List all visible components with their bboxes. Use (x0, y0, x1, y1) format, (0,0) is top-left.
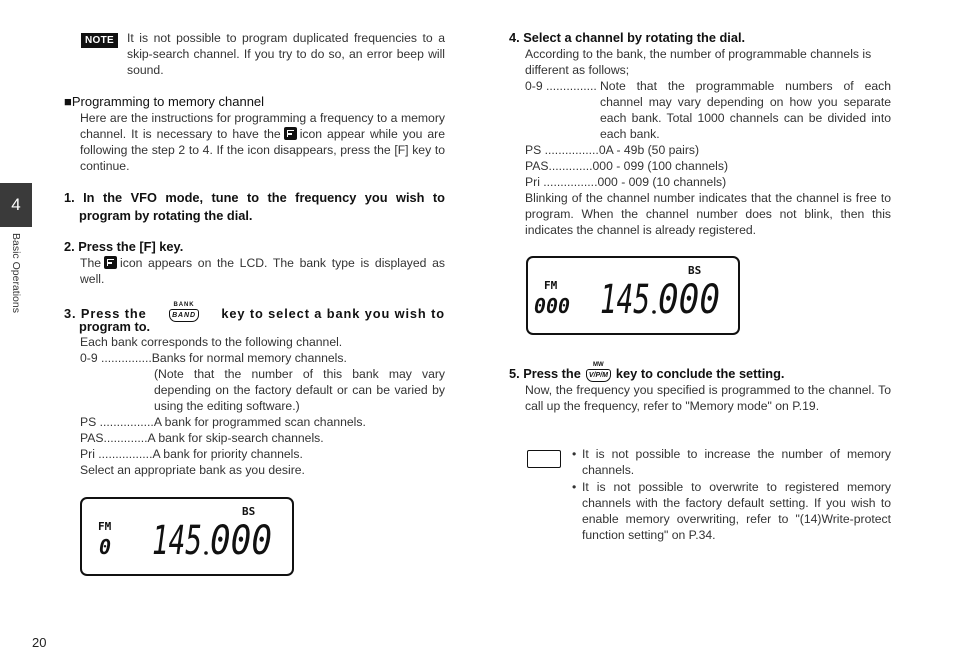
page-number: 20 (32, 635, 47, 650)
lcd-decimal-point (652, 310, 656, 314)
step-2-text (80, 255, 445, 287)
step-2-text-b: icon appears on the LCD. The bank type is displayed as well. (80, 256, 445, 286)
bank-note: (Note that the number of this bank may vary depending on the factory default or can be varied by using the editing software.) (154, 367, 445, 413)
step-2-text-a: The (80, 256, 102, 270)
bank-row (80, 430, 324, 446)
bullet-marker: • (572, 480, 577, 494)
bank-row (80, 446, 303, 462)
step-4: 4. Select a channel by rotating the dial. (509, 30, 746, 45)
blink-text: Blinking of the channel number indicates that the channel is free to program. When the channel number does not blink, then this indicates the channel is already registered. (525, 191, 891, 237)
chapter-label: Basic Operations (10, 233, 22, 313)
bank-row-key: 0-9 ............... (80, 351, 152, 365)
bullet-item: It is not possible to overwrite to registered memory channels with the factory default setting. If you wish to enable memory overwriting, refer to "(14)Write-protect function setting" on P.34. (582, 480, 891, 542)
lcd-freq-dec: 000 (658, 277, 720, 323)
channel-row-value: 0A - 49b (50 pairs) (598, 143, 700, 157)
band-key-label: BAND (169, 309, 199, 322)
channel-row (525, 158, 728, 174)
step-1: 1. In the VFO mode, tune to the frequency you wish to program by rotating the dial. (64, 190, 445, 223)
bank-key-cap: BANK (173, 302, 195, 308)
lcd-decimal-point (204, 551, 208, 555)
section-intro (80, 110, 445, 174)
bank-row-value: A bank for skip-search channels. (147, 431, 324, 445)
step-3-c: program to. (79, 319, 151, 334)
lcd-bank: BS (688, 264, 702, 277)
step-5-a: 5. Press the (509, 366, 581, 381)
section-intro-a: Here are the instructions for programming a frequency to a memory channel. It is necessary to have the (80, 111, 445, 141)
vpm-key-label: V/P/M (586, 369, 611, 382)
step-2: 2. Press the [F] key. (64, 239, 184, 254)
channel-row-key: PS ................ (525, 143, 599, 157)
mw-key-cap: MW (593, 362, 604, 368)
step-4-text: According to the bank, the number of programmable channels is different as follows; (525, 47, 872, 77)
lcd-segments (82, 499, 292, 574)
chapter-tab (0, 183, 32, 227)
bank-row-key: Pri ................ (80, 447, 153, 461)
lcd-mode: FM (544, 279, 558, 292)
bank-row-value: A bank for programmed scan channels. (153, 415, 366, 429)
note-box (527, 450, 561, 468)
bank-row-value: A bank for priority channels. (152, 447, 303, 461)
lcd-bank: BS (242, 505, 256, 518)
step-3-text: Each bank corresponds to the following channel. (80, 335, 343, 349)
channel-row (525, 174, 726, 190)
channel-row-key: Pri ................ (525, 175, 598, 189)
channel-row-value: 000 - 099 (100 channels) (592, 159, 729, 173)
lcd-freq-dec: 000 (210, 518, 272, 564)
bullet-marker: • (572, 447, 577, 461)
chapter-label-vertical (10, 233, 24, 333)
f-icon (284, 127, 297, 140)
step-5-b: key to conclude the setting. (615, 366, 785, 381)
note-badge: NOTE (81, 33, 118, 48)
lcd-freq-main: 145 (600, 277, 650, 323)
step-5-text: Now, the frequency you specified is programmed to the channel. To call up the frequency, refer to "Memory mode" on P.19. (525, 383, 891, 413)
lcd-freq-main: 145 (152, 518, 202, 564)
step-3-end: Select an appropriate bank as you desire. (80, 463, 305, 477)
step-3-a: 3. Press the (64, 306, 147, 321)
channel-row-key: PAS............. (525, 159, 593, 173)
bullet-item: It is not possible to increase the number of memory channels. (582, 447, 891, 477)
section-title: ■Programming to memory channel (64, 94, 265, 109)
bank-row (80, 414, 366, 430)
bank-row-key: PS ................ (80, 415, 154, 429)
channel-row (525, 142, 699, 158)
vpm-key-icon (586, 362, 611, 382)
bank-row (80, 350, 347, 366)
channel-row-value: 000 - 009 (10 channels) (597, 175, 727, 189)
lcd-mode: FM (98, 520, 112, 533)
lcd-segments (528, 258, 738, 333)
section-intro-b: icon appear while you are following the step 2 to 4. If the icon disappears, press the [F] key to continue. (80, 127, 445, 173)
bank-row-value: Banks for normal memory channels. (151, 351, 347, 365)
lcd-channel: 000 (534, 294, 570, 318)
lcd-display-channel (526, 256, 740, 335)
channel-row-key: 0-9 ............... (525, 79, 597, 93)
bank-band-key-icon (169, 302, 199, 322)
chapter-number: 4 (11, 195, 21, 214)
lcd-channel: 0 (99, 535, 112, 559)
note-text: It is not possible to program duplicated frequencies to a skip-search channel. If you try to do so, an error beep will sound. (127, 31, 445, 77)
lcd-display-bank (80, 497, 294, 576)
bank-row-key: PAS............. (80, 431, 148, 445)
channel-row-value: Note that the programmable numbers of each channel may vary depending on how you separate each bank. Total 1000 channels can be divided into each bank. (600, 79, 891, 141)
step-3-b: key to select a bank you wish to (221, 306, 445, 321)
step-5-line (509, 362, 784, 382)
f-icon (104, 256, 117, 269)
